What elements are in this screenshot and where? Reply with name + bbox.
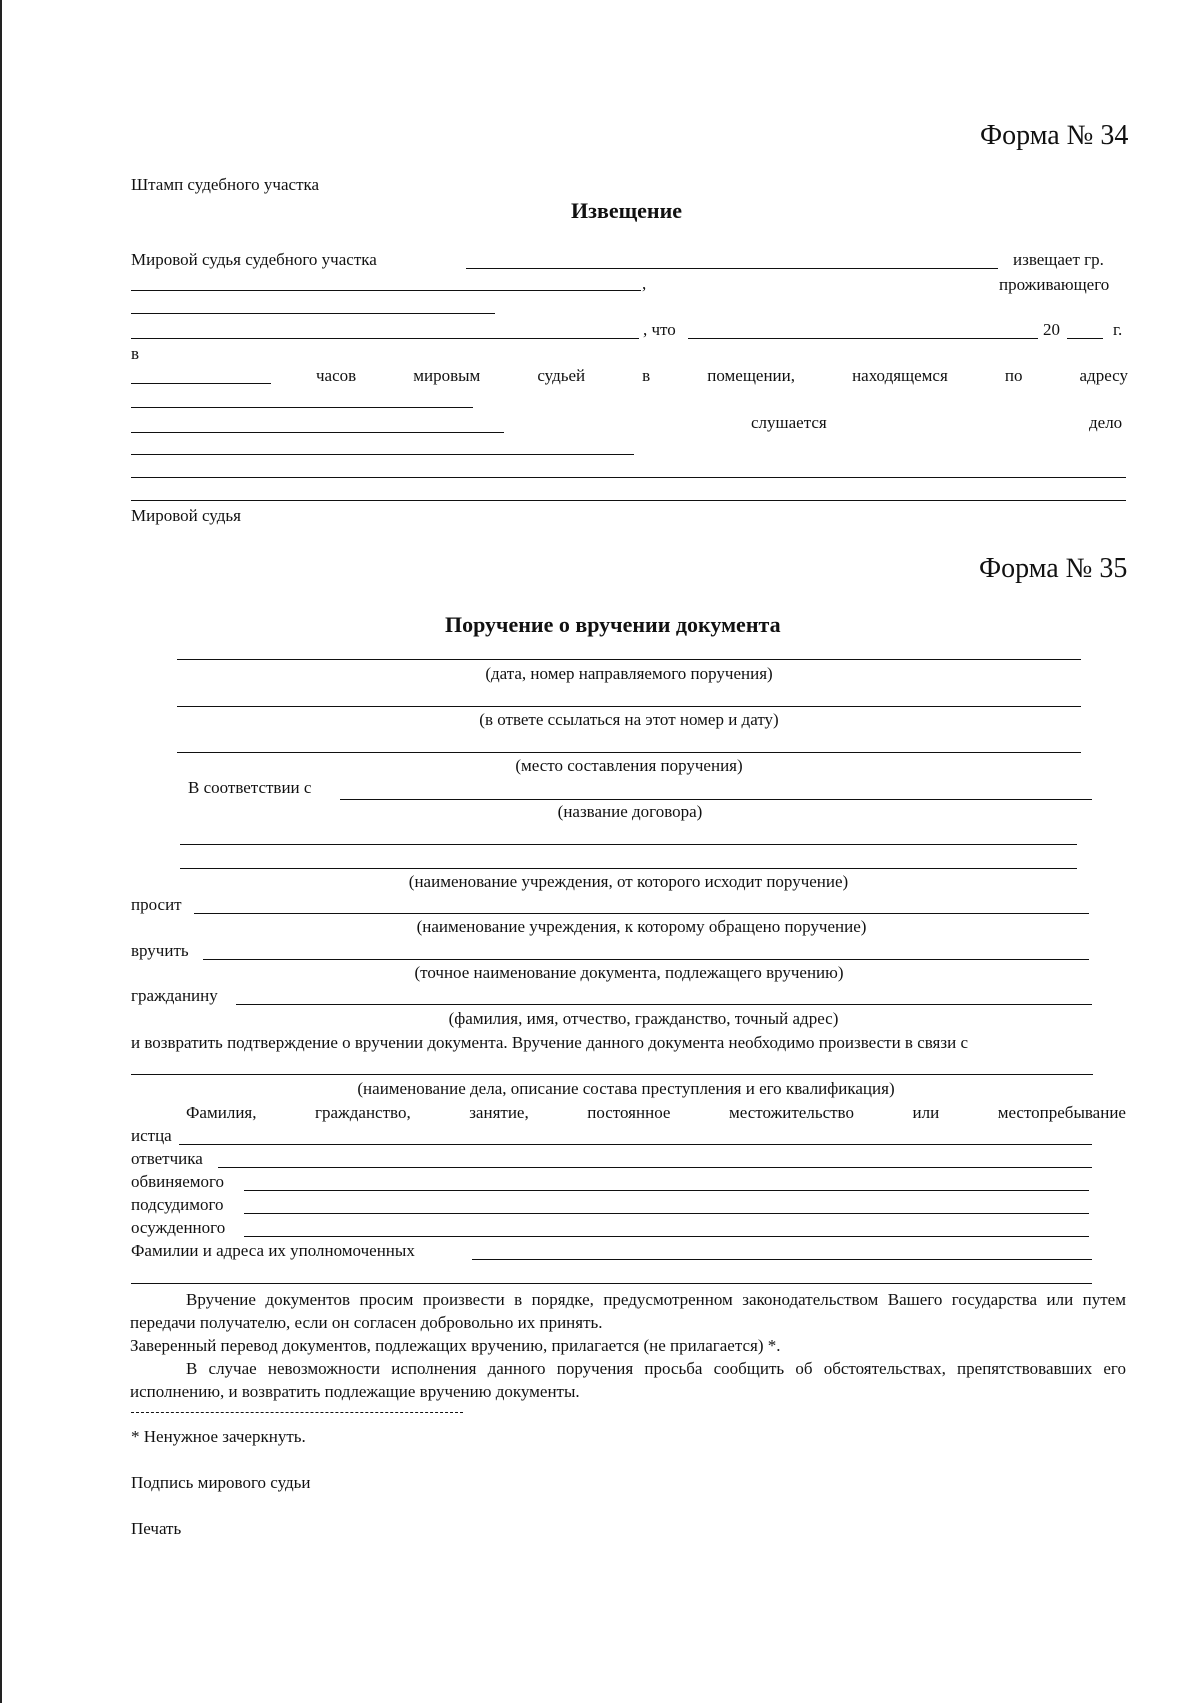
form-34-number: Форма № 34: [980, 120, 1129, 151]
notifies-text: извещает гр.: [1013, 250, 1104, 269]
reply-reference-field[interactable]: [177, 706, 1081, 707]
scan-edge: [0, 0, 2, 1703]
footnote-separator: [131, 1412, 463, 1413]
word-or: или: [912, 1103, 940, 1122]
defendant-label: ответчика: [131, 1149, 203, 1168]
caption-case-description: (наименование дела, описание состава преступления и его квалификация): [357, 1079, 895, 1098]
form-35-number: Форма № 35: [979, 553, 1128, 584]
issuing-institution-field-1[interactable]: [180, 844, 1077, 845]
that-text: , что: [643, 320, 676, 339]
word-in: в: [642, 366, 651, 385]
year-suffix: г.: [1113, 320, 1123, 339]
addressee-institution-field[interactable]: [194, 913, 1089, 914]
caption-date-number: (дата, номер направляемого поручения): [485, 664, 773, 683]
word-surname: Фамилия,: [186, 1103, 257, 1122]
magistrate-signature-label: Мировой судья: [131, 506, 241, 525]
case-field-3[interactable]: [131, 500, 1126, 501]
heard-text: слушается: [751, 413, 827, 432]
caption-issuing-institution: (наименование учреждения, от которого исходит поручение): [408, 872, 849, 891]
convicted-label: осужденного: [131, 1218, 226, 1237]
judge-signature-label: Подпись мирового судьи: [131, 1473, 311, 1492]
citizen-name-field[interactable]: [131, 290, 641, 291]
translation-paragraph: Заверенный перевод документов, подлежащих вручению, прилагается (не прилагается) *.: [130, 1336, 781, 1355]
address-field-1[interactable]: [131, 313, 495, 314]
in-text: в: [131, 344, 140, 363]
residing-text: проживающего: [999, 275, 1110, 294]
case-text: дело: [1089, 413, 1123, 432]
asks-label: просит: [131, 895, 182, 914]
place-field[interactable]: [177, 752, 1081, 753]
word-judge: судьей: [537, 366, 586, 385]
word-premises: помещении,: [707, 366, 796, 385]
word-located: находящемся: [852, 366, 948, 385]
footnote-text: * Ненужное зачеркнуть.: [131, 1427, 306, 1446]
delivery-procedure-paragraph: Вручение документов просим произвести в порядке, предусмотренном законодательством Вашего государства или путем передачи получателю, если он согласен добровольно их принять.: [130, 1290, 1126, 1332]
comma-text: ,: [642, 274, 647, 293]
deliver-label: вручить: [131, 941, 189, 960]
document-name-field[interactable]: [203, 959, 1089, 960]
line1-left-text: Мировой судья судебного участка: [131, 250, 377, 269]
word-citizenship: гражданство,: [315, 1103, 411, 1122]
year-field[interactable]: [1067, 338, 1103, 339]
word-residence: местожительство: [728, 1103, 854, 1122]
accused-field[interactable]: [244, 1190, 1089, 1191]
defendant-trial-field[interactable]: [244, 1213, 1089, 1214]
venue-address-field-1[interactable]: [131, 407, 473, 408]
treaty-field[interactable]: [340, 799, 1092, 800]
word-hours: часов: [316, 366, 357, 385]
caption-place: (место составления поручения): [515, 756, 743, 775]
impossibility-paragraph: В случае невозможности исполнения данного поручения просьба сообщить об обстоятельствах, препятствовавших его исполнению, и возвратить подлежащие вручению документы.: [130, 1359, 1126, 1401]
assignment-title: Поручение о вручении документа: [445, 612, 781, 637]
convicted-field[interactable]: [244, 1236, 1089, 1237]
word-occupation: занятие,: [469, 1103, 529, 1122]
seal-label: Печать: [131, 1519, 182, 1538]
according-to-label: В соответствии с: [188, 778, 312, 797]
word-permanent: постоянное: [587, 1103, 671, 1122]
year-prefix: 20: [1043, 320, 1060, 339]
venue-address-field-2[interactable]: [131, 432, 504, 433]
date-number-field[interactable]: [177, 659, 1081, 660]
case-description-field[interactable]: [131, 1074, 1093, 1075]
word-whereabouts: местопребывание: [997, 1103, 1126, 1122]
return-confirmation-text: и возвратить подтверждение о вручении документа. Вручение данного документа необходимо произвести в связи с: [131, 1033, 968, 1052]
court-district-field[interactable]: [466, 268, 998, 269]
caption-reply-reference: (в ответе ссылаться на этот номер и дату): [479, 710, 779, 729]
word-magistrate: мировым: [413, 366, 481, 385]
citizen-label: гражданину: [131, 986, 218, 1005]
case-field-2[interactable]: [131, 477, 1126, 478]
caption-treaty: (название договора): [557, 802, 703, 821]
date-field[interactable]: [688, 338, 1038, 339]
time-field[interactable]: [131, 383, 271, 384]
defendant-trial-label: подсудимого: [131, 1195, 224, 1214]
representatives-field-1[interactable]: [472, 1259, 1092, 1260]
plaintiff-field[interactable]: [179, 1144, 1092, 1145]
caption-recipient: (фамилия, имя, отчество, гражданство, точный адрес): [448, 1009, 839, 1028]
address-field-2[interactable]: [131, 338, 639, 339]
surname-heading: [186, 1104, 1126, 1121]
defendant-field[interactable]: [218, 1167, 1092, 1168]
location-sentence: [316, 367, 1128, 384]
case-field-1[interactable]: [131, 454, 634, 455]
caption-addressee-institution: (наименование учреждения, к которому обращено поручение): [416, 917, 867, 936]
recipient-field[interactable]: [236, 1004, 1092, 1005]
plaintiff-label: истца: [131, 1126, 172, 1145]
caption-document-name: (точное наименование документа, подлежащего вручению): [414, 963, 844, 982]
court-stamp-label: Штамп судебного участка: [131, 175, 320, 194]
issuing-institution-field-2[interactable]: [180, 868, 1077, 869]
representatives-field-2[interactable]: [131, 1283, 1092, 1284]
accused-label: обвиняемого: [131, 1172, 225, 1191]
word-at: по: [1004, 366, 1023, 385]
notice-title: Извещение: [571, 198, 683, 223]
representatives-label: Фамилии и адреса их уполномоченных: [131, 1241, 415, 1260]
word-address: адресу: [1079, 366, 1128, 385]
